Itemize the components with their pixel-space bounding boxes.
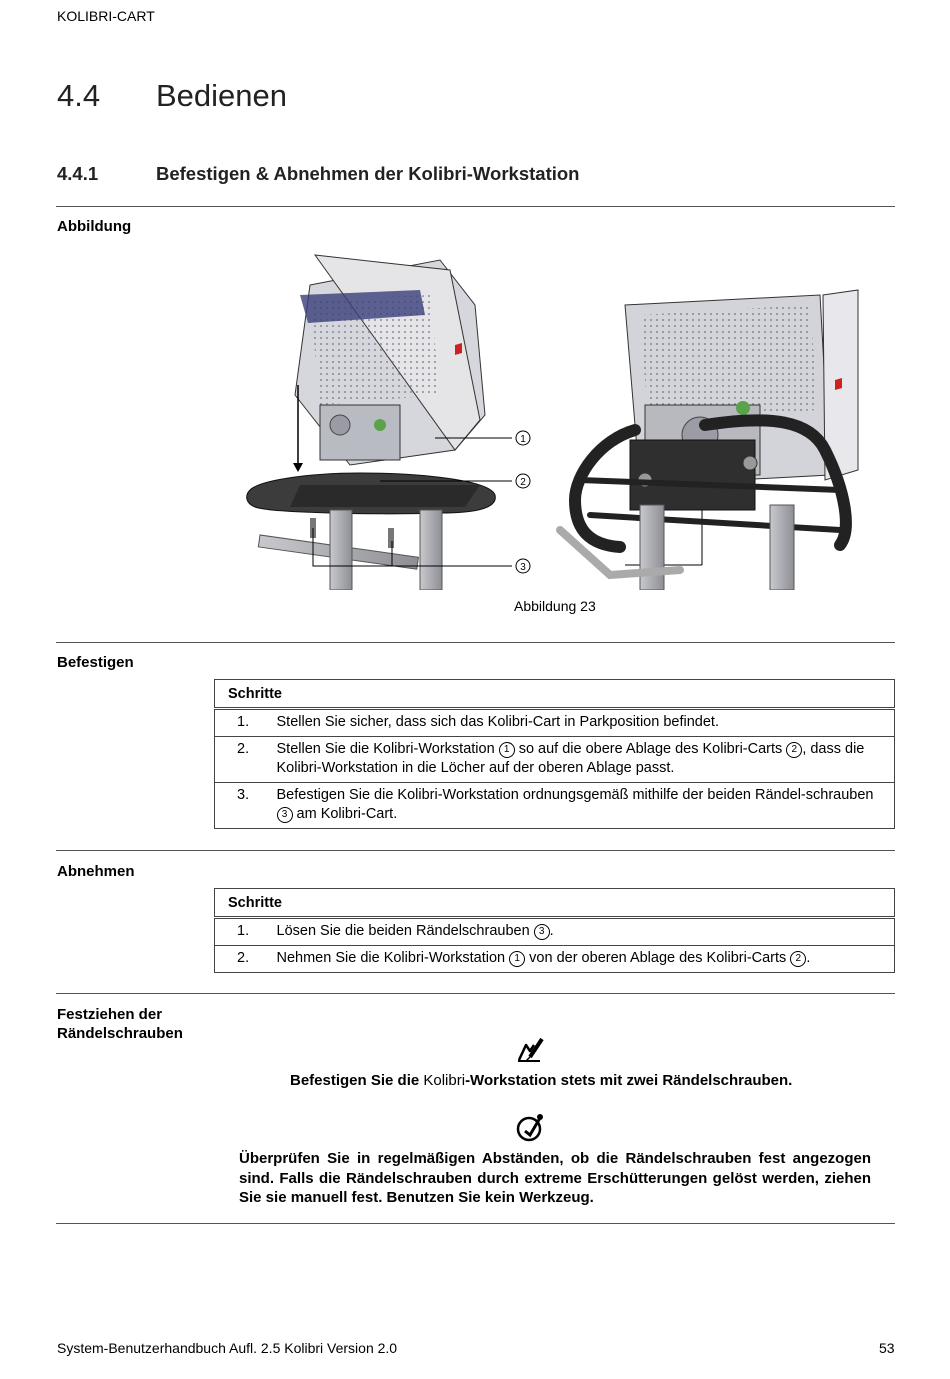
step-number: 1. — [215, 709, 277, 737]
festziehen-label — [57, 1005, 183, 1043]
workstation-cart-illustration — [240, 245, 865, 590]
running-header: KOLIBRI-CART — [57, 8, 155, 24]
step-text: Befestigen Sie die Kolibri-Workstation ordnungsgemäß mithilfe der beiden Rändel-schrauben 3 am Kolibri-Cart. — [277, 783, 895, 829]
step-number: 3. — [215, 783, 277, 829]
callout-2: 2 — [520, 477, 526, 488]
subsection-number: 4.4.1 — [57, 163, 99, 184]
befestigen-label: Befestigen — [57, 654, 134, 671]
workstation-left — [293, 255, 485, 472]
abnehmen-label: Abnehmen — [57, 863, 135, 880]
step-number: 2. — [215, 946, 277, 973]
step-text: Nehmen Sie die Kolibri-Workstation 1 von der oberen Ablage des Kolibri-Carts 2 . — [277, 946, 895, 973]
callout-1: 1 — [520, 434, 526, 445]
table-header: Schritte — [215, 680, 895, 709]
callout-ref: 1 — [509, 951, 525, 967]
befestigen-steps-table — [214, 679, 895, 829]
callout-3: 3 — [520, 562, 526, 573]
divider — [56, 993, 895, 994]
step-text: Stellen Sie die Kolibri-Workstation 1 so auf die obere Ablage des Kolibri-Carts 2 , dass die Kolibri-Workstation in die Löcher auf der oberen Ablage passt. — [277, 737, 895, 783]
divider — [56, 206, 895, 207]
label-line: Festziehen der — [57, 1006, 163, 1023]
figure-caption: Abbildung 23 — [514, 598, 596, 614]
table-row — [215, 737, 895, 783]
callout-ref: 3 — [534, 924, 550, 940]
note-check-screws: Überprüfen Sie in regelmäßigen Abständen, ob die Rändelschrauben fest angezogen sind. Falls die Rändelschrauben durch extreme Erschütterungen gelöst werden, ziehen Sie sie manuell fest. Benutzen Sie kein Werkzeug. — [239, 1150, 871, 1206]
table-header: Schritte — [215, 889, 895, 918]
note-two-screws: Befestigen Sie die Kolibri-Workstation stets mit zwei Rändelschrauben. — [290, 1072, 793, 1089]
callout-markers — [516, 431, 530, 573]
divider — [56, 642, 895, 643]
callout-ref: 2 — [786, 742, 802, 758]
abnehmen-steps-table — [214, 888, 895, 973]
check-note-icon — [516, 1113, 546, 1143]
table-row — [215, 783, 895, 829]
cart-left — [247, 473, 496, 590]
workstation-right — [625, 290, 858, 510]
abbildung-label: Abbildung — [57, 218, 132, 235]
pencil-note-icon — [516, 1035, 548, 1063]
label-line: Rändelschrauben — [57, 1025, 183, 1042]
callout-ref: 2 — [790, 951, 806, 967]
table-row — [215, 946, 895, 973]
divider — [56, 850, 895, 851]
section-title: Bedienen — [156, 78, 288, 113]
section-number: 4.4 — [57, 78, 101, 113]
step-number: 1. — [215, 918, 277, 946]
page-number: 53 — [879, 1340, 895, 1356]
divider — [56, 1223, 895, 1224]
footer-title: System-Benutzerhandbuch Aufl. 2.5 Kolibri Version 2.0 — [57, 1340, 398, 1356]
step-number: 2. — [215, 737, 277, 783]
callout-ref: 3 — [277, 807, 293, 823]
step-text: Lösen Sie die beiden Rändelschrauben 3 . — [277, 918, 895, 946]
callout-ref: 1 — [499, 742, 515, 758]
table-row — [215, 918, 895, 946]
step-text: Stellen Sie sicher, dass sich das Kolibri-Cart in Parkposition befindet. — [277, 709, 895, 737]
subsection-title: Befestigen & Abnehmen der Kolibri-Workstation — [156, 163, 580, 184]
table-row — [215, 709, 895, 737]
